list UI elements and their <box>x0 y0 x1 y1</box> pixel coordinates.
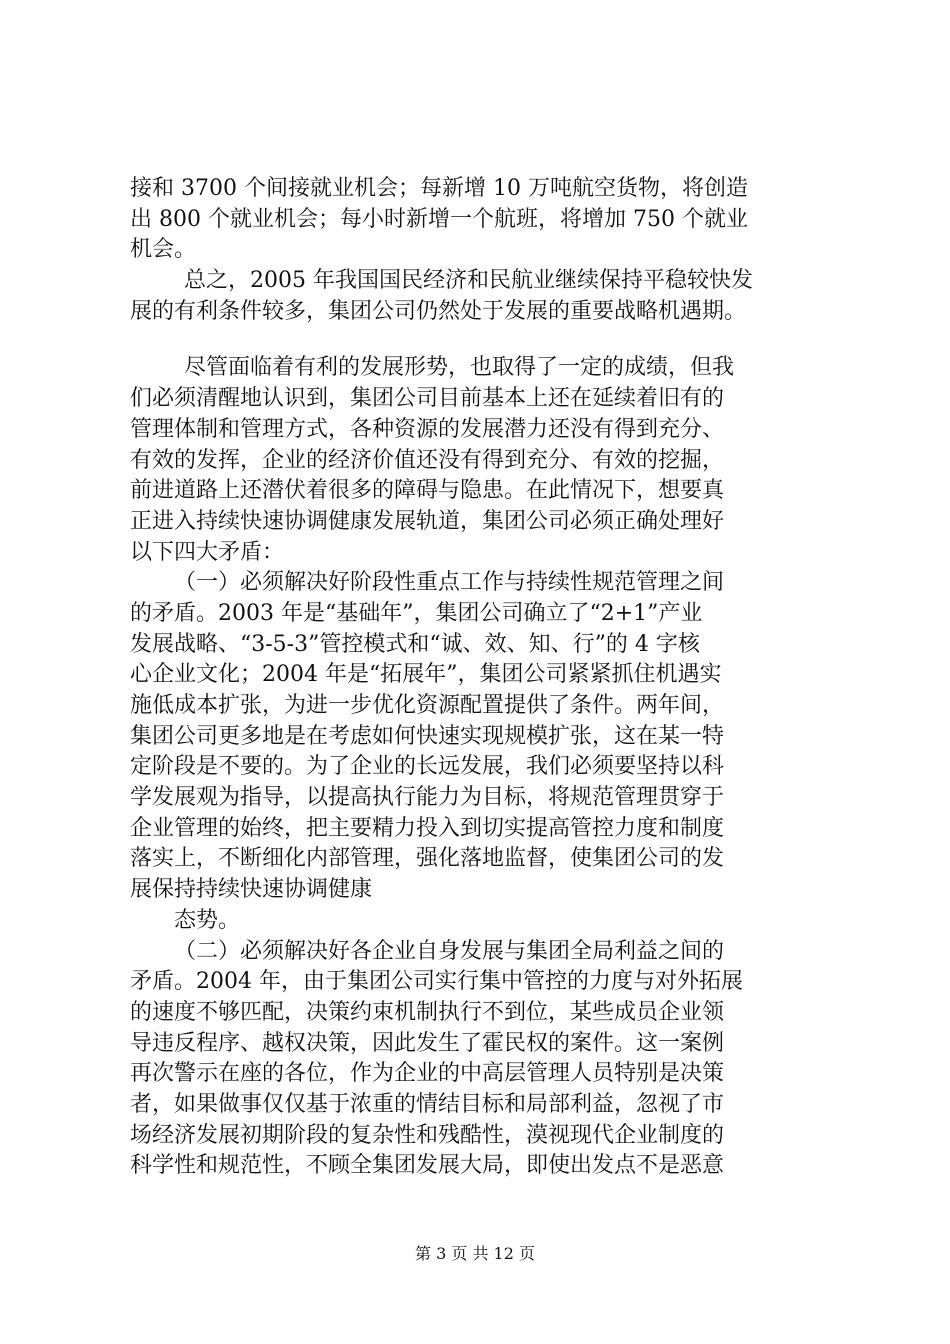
text-line: 发展战略、“3-5-3”管控模式和“诚、效、知、行”的 4 字核 <box>130 631 700 657</box>
text-line: 出 800 个就业机会；每小时新增一个航班，将增加 750 个就业 <box>130 206 748 232</box>
text-line: 态势。 <box>174 907 241 933</box>
text-line: 施低成本扩张，为进一步优化资源配置提供了条件。两年间， <box>130 693 725 718</box>
text-line: 导违反程序、越权决策，因此发生了霍民权的案件。这一案例 <box>130 1030 725 1056</box>
text-line: 正进入持续快速协调健康发展轨道，集团公司必须正确处理好 <box>130 508 725 534</box>
text-line: 定阶段是不要的。为了企业的长远发展，我们必须要坚持以科 <box>130 754 725 780</box>
text-line: 们必须清醒地认识到，集团公司目前基本上还在延续着旧有的 <box>130 386 725 412</box>
text-line: 机会。 <box>130 237 197 263</box>
text-line: 集团公司更多地是在考虑如何快速实现规模扩张，这在某一特 <box>130 723 725 749</box>
text-line: 管理体制和管理方式，各种资源的发展潜力还没有得到充分、 <box>130 416 725 442</box>
paragraph-summary <box>130 266 830 327</box>
text-line: 的速度不够匹配，决策约束机制执行不到位，某些成员企业领 <box>130 999 725 1025</box>
text-line: 以下四大矛盾： <box>130 539 285 565</box>
text-line: 展的有利条件较多，集团公司仍然处于发展的重要战略机遇期。 <box>130 298 747 324</box>
text-line: 的矛盾。2003 年是“基础年”，集团公司确立了“2+1”产业 <box>130 600 703 626</box>
text-line: 有效的发挥，企业的经济价值还没有得到充分、有效的挖掘， <box>130 447 725 473</box>
paragraph-contradiction-two <box>130 937 830 1183</box>
paragraph-situation <box>130 353 830 568</box>
text-line: 者，如果做事仅仅基于浓重的情结目标和局部利益，忽视了市 <box>130 1091 725 1117</box>
text-line: 企业管理的始终，把主要精力投入到切实提高管控力度和制度 <box>130 815 725 841</box>
text-line: 科学性和规范性，不顾全集团发展大局，即使出发点不是恶意 <box>130 1153 725 1179</box>
text-line: 展保持持续快速协调健康 <box>130 877 373 903</box>
document-body <box>130 174 830 1182</box>
paragraph-gap <box>130 327 830 353</box>
text-line: 心企业文化；2004 年是“拓展年”，集团公司紧紧抓住机遇实 <box>130 662 722 688</box>
paragraph-contradiction-one <box>130 568 830 936</box>
text-line: 接和 3700 个间接就业机会；每新增 10 万吨航空货物，将创造 <box>130 176 748 201</box>
text-line: 学发展观为指导，以提高执行能力为目标，将规范管理贯穿于 <box>130 785 725 811</box>
text-line: 前进道路上还潜伏着很多的障碍与隐患。在此情况下，想要真 <box>130 478 725 504</box>
text-line: 再次警示在座的各位，作为企业的中高层管理人员特别是决策 <box>130 1061 725 1087</box>
text-line: （一）必须解决好阶段性重点工作与持续性规范管理之间 <box>174 570 725 596</box>
page-number-footer: 第 3 页 共 12 页 <box>415 1244 535 1263</box>
text-line: （二）必须解决好各企业自身发展与集团全局利益之间的 <box>174 938 725 964</box>
text-line: 矛盾。2004 年，由于集团公司实行集中管控的力度与对外拓展 <box>130 969 743 995</box>
text-line: 落实上，不断细化内部管理，强化落地监督，使集团公司的发 <box>130 846 725 872</box>
text-line: 总之，2005 年我国国民经济和民航业继续保持平稳较快发 <box>184 268 753 294</box>
paragraph-employment <box>130 174 830 266</box>
text-line: 场经济发展初期阶段的复杂性和残酷性，漠视现代企业制度的 <box>130 1122 725 1148</box>
text-line: 尽管面临着有利的发展形势，也取得了一定的成绩，但我 <box>184 355 735 381</box>
